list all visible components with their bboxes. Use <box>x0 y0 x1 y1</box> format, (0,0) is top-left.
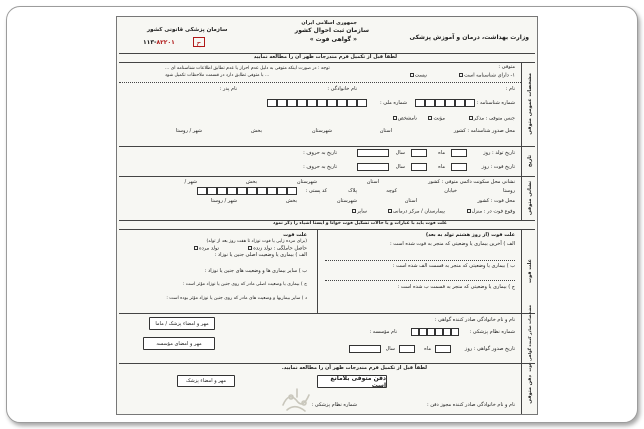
death-month-label: ماه <box>438 164 445 170</box>
serial-prefix: ۱۱۳- <box>143 39 157 46</box>
birth-year-label: سال <box>395 150 405 156</box>
no-id-option <box>409 73 427 79</box>
watermark-logo <box>277 385 317 415</box>
gender-male-option <box>468 116 515 122</box>
occurred-home-option <box>466 209 515 215</box>
birth-year-box[interactable] <box>357 149 389 157</box>
stillborn-label: تولد مرده <box>199 245 219 252</box>
residence-alley[interactable]: کوچه <box>386 188 397 194</box>
hospital-checkbox[interactable] <box>388 209 392 213</box>
birth-date-letters[interactable]: تاریخ به حروف : <box>303 150 337 156</box>
hospital-label: بیمارستان / مرکز درمانی <box>392 208 445 215</box>
live-birth-checkbox[interactable] <box>248 246 252 250</box>
death-year-box[interactable] <box>357 163 389 171</box>
certifier-name-field[interactable]: نام و نام خانوادگی صادر کننده گواهی : <box>434 317 515 323</box>
id-number-field[interactable]: شماره شناسنامه : <box>476 100 515 106</box>
death-year-label: سال <box>395 164 405 170</box>
section-certifier-label <box>521 304 537 372</box>
cause-left-title: علت فوت <box>283 232 307 238</box>
residence-village[interactable]: شهر / <box>184 179 197 185</box>
section-burial-label <box>521 363 537 415</box>
gender-label: جنس متوفی : مذکر <box>473 115 515 122</box>
section-cause-label <box>521 229 537 313</box>
section-general-label <box>521 62 537 146</box>
has-id-checkbox[interactable] <box>459 73 463 77</box>
section-date-label <box>521 146 537 176</box>
residence-street[interactable]: خیابان <box>444 188 457 194</box>
issue-day-box[interactable] <box>435 345 451 353</box>
cause-right-a[interactable]: الف ) آخرین بیماری یا وضعیتی که منجر به فوت شده است : <box>390 241 515 247</box>
death-date-letters[interactable]: تاریخ به حروف : <box>303 164 337 170</box>
top-notice: لطفاً قبل از تکمیل فرم مندرجات ظهر آن را مطالعه نمایید <box>253 54 397 60</box>
certificate-issue-day[interactable]: تاریخ صدور گواهی : روز <box>464 346 515 352</box>
birth-day-box[interactable] <box>451 149 467 157</box>
birth-month-box[interactable] <box>411 149 427 157</box>
institution-stamp-box[interactable]: مهر و امضای مؤسسه <box>143 337 215 350</box>
occurred-other-option <box>351 209 367 215</box>
cause-right-c[interactable]: ج ) بیماری یا وضعیتی که منجر به قسمت ب شده است : <box>397 284 515 290</box>
death-place-city[interactable]: شهرستان <box>336 198 357 204</box>
issue-place-city[interactable]: شهرستان <box>311 128 332 134</box>
section-cause-title: علت فوت <box>526 259 533 283</box>
cause-left-a[interactable]: الف ) بیماری یا وضعیت اصلی جنین یا نوزاد : <box>214 252 307 258</box>
first-name-field[interactable]: نام : <box>505 86 515 92</box>
issue-place-province[interactable]: استان <box>379 128 392 134</box>
section-note-2: ... با متوفی تطابق دارد در قسمت ملاحظات تکمیل شود <box>165 73 270 78</box>
registry-org: سازمان ثبت احوال کشور <box>294 27 369 34</box>
residence-country[interactable]: نشانی محل سکونت دائمی متوفی : کشور <box>428 179 515 185</box>
issue-month-label: ماه <box>424 346 431 352</box>
father-name-field[interactable]: نام پدر : <box>219 86 237 92</box>
death-place-district[interactable]: بخش <box>286 198 297 204</box>
residence-district[interactable]: بخش <box>246 179 257 185</box>
last-name-field[interactable]: نام خانوادگی : <box>327 86 357 92</box>
other-checkbox[interactable] <box>352 209 356 213</box>
section-note: توجه : در صورت اینکه متوفی به دلیل عدم احراز یا عدم تطابق اطلاعات شناسنامه ای ... <box>165 66 330 71</box>
doctor-stamp-box[interactable]: مهر و امضاء پزشک / ماما <box>149 317 215 330</box>
female-checkbox[interactable] <box>428 116 432 120</box>
certifier-medical-no[interactable]: شماره نظام پزشکی : <box>469 329 515 335</box>
stillborn-checkbox[interactable] <box>194 246 198 250</box>
home-checkbox[interactable] <box>467 209 471 213</box>
serial-number <box>143 39 175 46</box>
has-id-option <box>458 73 515 79</box>
red-mark-icon: ح <box>193 37 205 47</box>
section-general-title: مشخصات عمومی متوفی <box>526 73 533 135</box>
other-label: سایر <box>357 208 367 215</box>
occurred-hospital-option <box>387 209 445 215</box>
no-id-checkbox[interactable] <box>410 73 414 77</box>
death-certificate-form <box>116 16 538 415</box>
legal-org: سازمان پزشکی قانونی کشور <box>147 27 228 33</box>
unknown-label: نامشخص <box>397 115 417 122</box>
no-id-label: نیست <box>414 72 427 79</box>
id-number-boxes[interactable] <box>415 99 475 107</box>
issue-place-country[interactable]: محل صدور شناسنامه : کشور <box>453 128 515 134</box>
cause-left-note: (برای مرده زایی یا فوت نوزاد تا هفت روز بعد از تولد) <box>206 239 307 244</box>
issue-month-box[interactable] <box>399 345 415 353</box>
death-date-day[interactable]: تاریخ فوت : روز <box>481 164 515 170</box>
serial-value: ۸۲۲۰۱ <box>156 39 175 46</box>
unknown-checkbox[interactable] <box>393 116 397 120</box>
death-day-box[interactable] <box>451 163 467 171</box>
death-place-village[interactable]: شهر / روستا <box>210 198 237 204</box>
birth-date-day[interactable]: تاریخ تولد : روز <box>483 150 515 156</box>
burial-approved-box: دفن متوفی بلامانع است <box>317 375 387 388</box>
burial-issuer-name[interactable]: نام و نام خانوادگی صادر کننده مجوز دفن : <box>427 402 515 408</box>
residence-postal[interactable]: کد پستی : <box>305 188 327 194</box>
burial-medical-no[interactable]: شماره نظام پزشکی : <box>311 402 357 408</box>
birth-month-label: ماه <box>438 150 445 156</box>
section-burial-title: دفن متوفی <box>526 375 533 404</box>
cause-left-d[interactable]: د ) سایر بیماریها و وضعیت های مادر که روی جنین یا نوزاد مؤثر بوده است : <box>166 296 307 301</box>
residence-province[interactable]: استان <box>366 179 379 185</box>
section-date-title: تاریخ <box>526 154 533 168</box>
burial-stamp-box[interactable]: مهر و امضاء پزشک <box>177 375 235 387</box>
issue-year-box[interactable] <box>349 345 381 353</box>
death-month-box[interactable] <box>411 163 427 171</box>
section-certifier-title: مشخصات صادر کننده گواهی فوت <box>527 304 532 372</box>
medical-no-boxes[interactable] <box>411 328 459 336</box>
bottom-notice: لطفاً قبل از تکمیل فرم مندرجات ظهر آن را مطالعه نمایید. <box>281 365 427 371</box>
residence-city[interactable]: شهرستان <box>296 179 317 185</box>
cause-left-b[interactable]: ب ) سایر بیماری ها و وضعیت های جنین یا نوزاد : <box>204 268 307 274</box>
cause-right-title: علت فوت (از روز هشتم تولد به بعد) <box>425 232 515 238</box>
gender-unknown-option <box>392 116 417 122</box>
form-title: « گواهی فوت » <box>309 36 357 43</box>
has-id-label: ۱- دارای شناسنامه است <box>464 72 515 79</box>
fetal-live-label: حاصل حاملگی : تولد زنده <box>253 245 307 252</box>
issue-place-district[interactable]: بخش <box>251 128 262 134</box>
gender-female-option <box>427 116 445 122</box>
section-address-title: نشانی متوفی <box>526 180 533 216</box>
issue-year-label: سال <box>385 346 395 352</box>
residence-plaque[interactable]: پلاک <box>348 188 357 194</box>
cause-right-b[interactable]: ب ) بیماری یا وضعیتی که منجر به قسمت الف شده است : <box>392 263 515 269</box>
issue-place-village[interactable]: شهر / روستا <box>175 128 202 134</box>
certifier-institution[interactable]: نام مؤسسه : <box>369 329 397 335</box>
death-place-country[interactable]: محل فوت : کشور <box>477 198 515 204</box>
republic-name: جمهوری اسلامی ایران <box>301 20 357 26</box>
deceased-label: متوفی : <box>498 64 515 70</box>
residence-rural[interactable]: روستا <box>502 188 515 194</box>
ministry-name: وزارت بهداشت، درمان و آموزش پزشکی <box>409 34 529 41</box>
occurred-in-label: وقوع فوت در : منزل <box>471 208 515 215</box>
cause-heading-note: علت فوت باید با عبارات و یا حالات تشکیل فوت خوانا و ایستا اشیاء را ذکر نمود <box>273 221 447 226</box>
national-id-field[interactable]: شماره ملی : <box>379 100 407 106</box>
cause-left-c[interactable]: ج ) بیماری یا وضعیت اصلی مادر که روی جنین یا نوزاد مؤثر است : <box>182 282 307 287</box>
death-place-province[interactable]: استان <box>404 198 417 204</box>
male-checkbox[interactable] <box>469 116 473 120</box>
postal-code-boxes[interactable] <box>197 187 297 195</box>
national-id-boxes[interactable] <box>257 99 367 107</box>
female-label: مؤنث <box>433 115 445 122</box>
section-address-label <box>521 176 537 220</box>
